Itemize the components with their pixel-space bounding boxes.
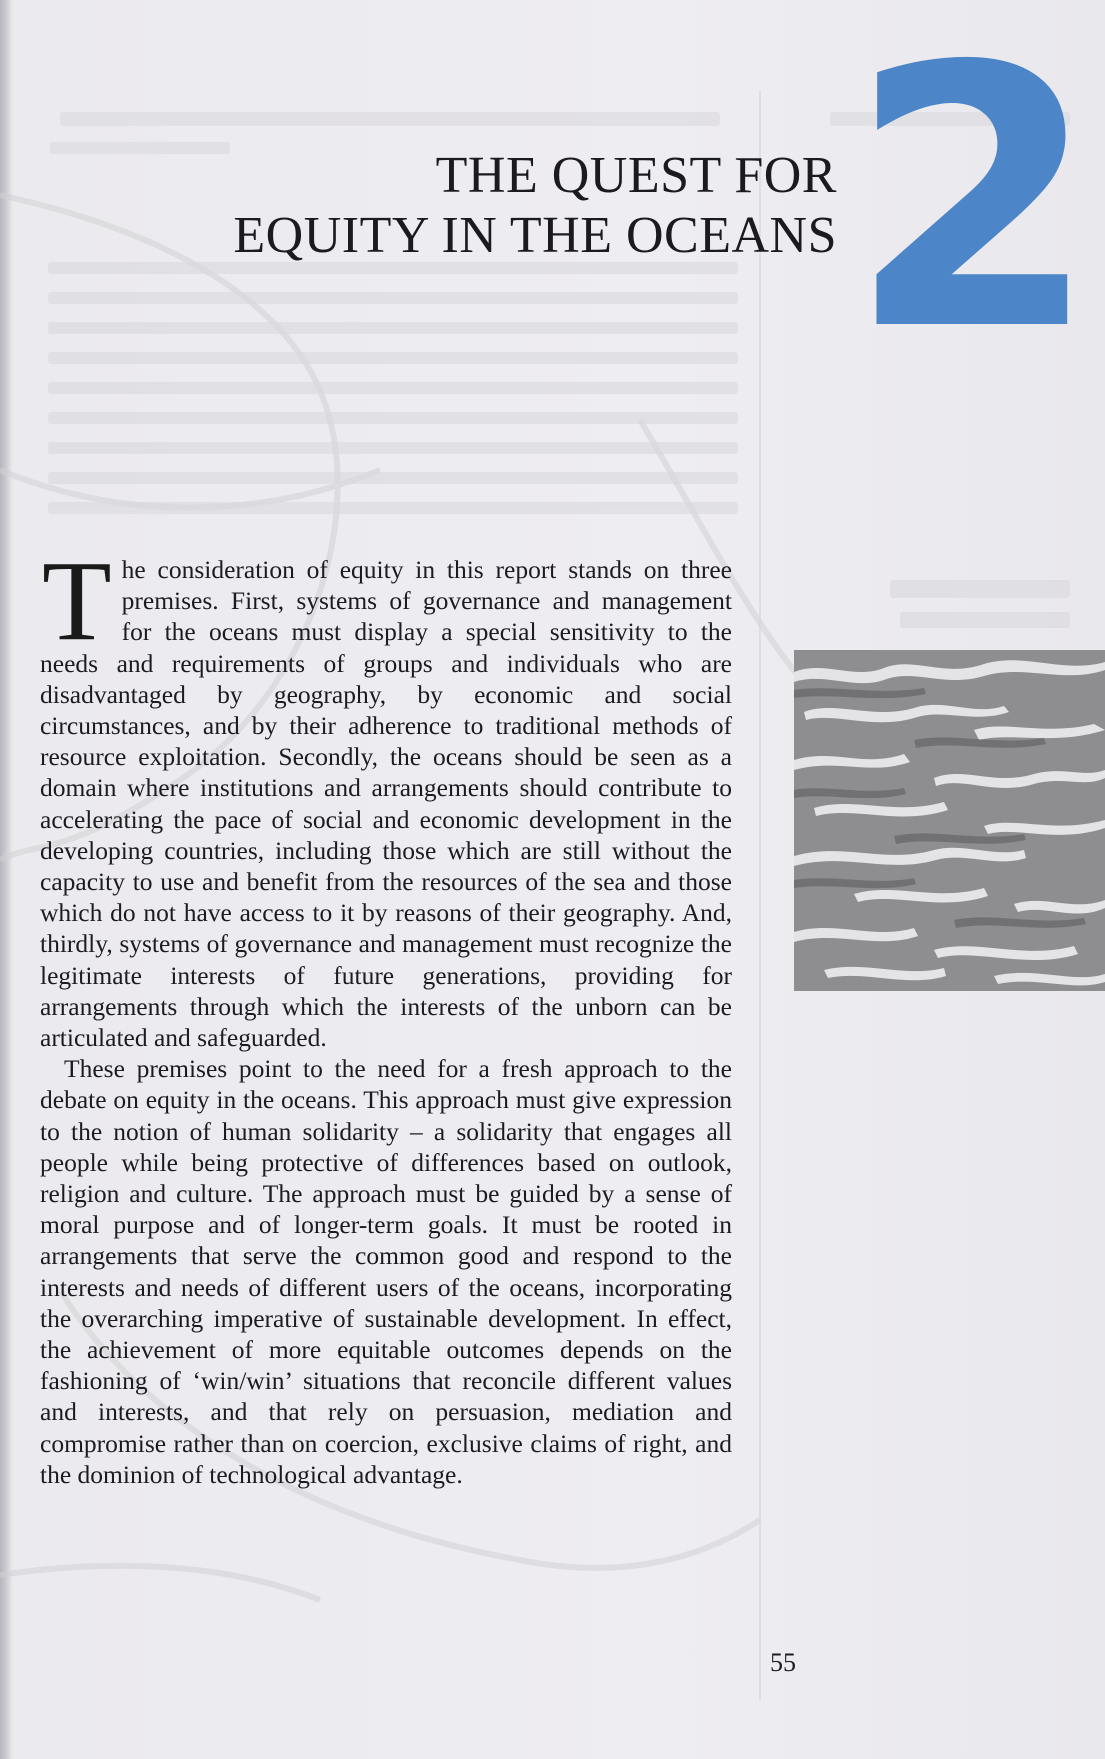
chapter-number: 2 <box>848 0 1091 409</box>
drop-cap: T <box>42 537 112 664</box>
chapter-title <box>233 146 837 266</box>
paragraph-1-text: he consideration of equity in this report stands on three premises. First, systems of governance and management for the oceans must display a special sensitivity to the needs and requirements of groups and individuals who are disadvantaged by geography, by economic and social circumstances, and by their adherence to traditional methods of resource exploitation. Secondly, the oceans should be seen as a domain where institutions and arrangements should contribute to accelerating the pace of social and economic development in the developing countries, including those which are still without the capacity to use and benefit from the resources of the sea and those which do not have access to it by reasons of their geography. And, thirdly, systems of governance and management must recognize the legitimate interests of future generations, providing for arrangements through which the interests of the unborn can be articulated and safeguarded. <box>40 555 732 1053</box>
chapter-title-line-1: THE QUEST FOR <box>435 147 837 204</box>
paragraph-1 <box>40 537 732 1053</box>
paragraph-2: These premises point to the need for a fresh approach to the debate on equity in the oceans. This approach must give expression to the notion of human solidarity – a solidarity that engages all people while being protective of differences based on outlook, religion and culture. The approach must be guided by a sense of moral purpose and of longer-term goals. It must be rooted in arrangements that serve the common good and respond to the interests and needs of different users of the oceans, incorporating the overarching imperative of sustainable development. In effect, the achievement of more equitable outcomes depends on the fashioning of ‘win/win’ situations that reconcile different values and interests, and that rely on persuasion, mediation and compromise rather than on coercion, exclusive claims of right, and the dominion of technological advantage. <box>40 1054 732 1489</box>
body-text <box>40 537 732 1490</box>
ocean-waves-photo <box>794 650 1105 991</box>
chapter-title-line-2: EQUITY IN THE OCEANS <box>233 207 837 264</box>
page-number: 55 <box>770 1648 796 1677</box>
